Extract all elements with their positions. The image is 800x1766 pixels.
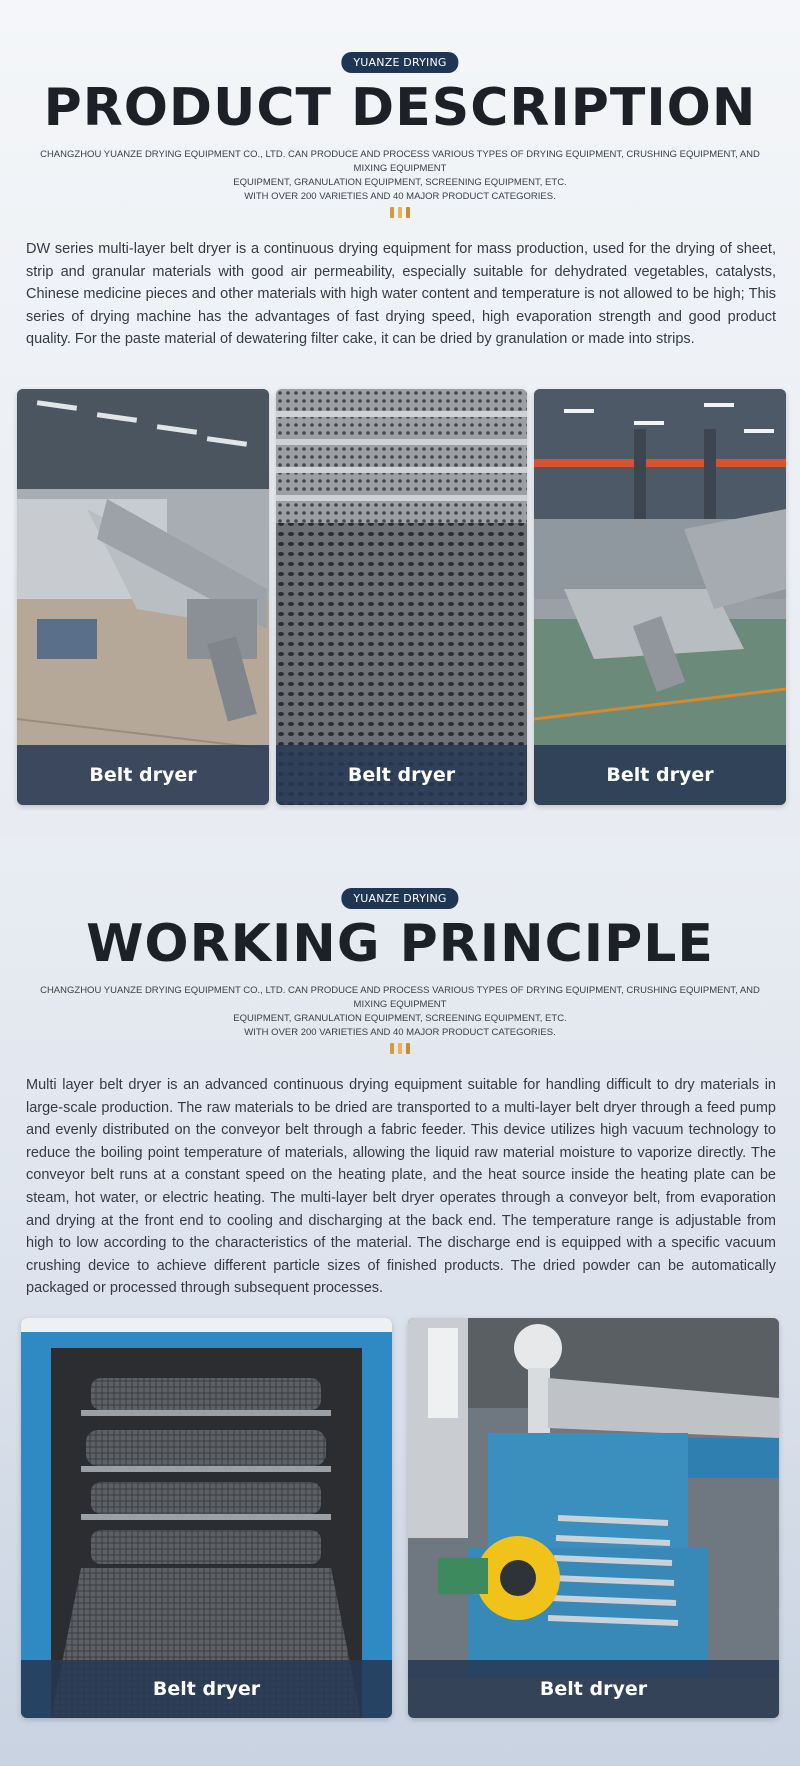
brand-badge: YUANZE DRYING	[341, 888, 458, 909]
brand-badge: YUANZE DRYING	[341, 52, 458, 73]
subline-line: CHANGZHOU YUANZE DRYING EQUIPMENT CO., LTD. CAN PRODUCE AND PROCESS VARIOUS TYPES OF DRYING EQUIPMENT, CRUSHING EQUIPMENT, AND MIXING EQUIPMENT	[40, 149, 760, 174]
principle-paragraph: Multi layer belt dryer is an advanced continuous drying equipment suitable for handling difficult to dry materials in large-scale production. The raw materials to be dried are transported to a multi-layer belt dryer through a feed pump and evenly distributed on the conveyor belt through a fabric feeder. This device utilizes high vacuum technology to reduce the boiling point temperature of materials, allowing the liquid raw material moisture to vaporize directly. The conveyor belt runs at a constant speed on the heating plate, and the heat source inside the heating plate can be steam, hot water, or electric heating. The multi-layer belt dryer operates through a conveyor belt, from evaporation and drying at the front end to cooling and discharging at the back end. The temperature range is adjustable from high to low according to the characteristics of the material. The discharge end is equipped with a specific vacuum crushing device to achieve different particle sizes of finished products. The dried powder can be automatically packaged or processed through subsequent processes.	[26, 1077, 776, 1297]
card-caption: Belt dryer	[534, 745, 786, 805]
product-image-card	[534, 389, 786, 805]
blue-dryer-machine-image	[408, 1318, 779, 1718]
subline-line: WITH OVER 200 VARIETIES AND 40 MAJOR PRODUCT CATEGORIES.	[244, 191, 556, 202]
company-subline	[40, 984, 760, 1040]
subline-line: EQUIPMENT, GRANULATION EQUIPMENT, SCREENING EQUIPMENT, ETC.	[233, 1013, 567, 1024]
company-subline	[40, 148, 760, 204]
description-paragraph: DW series multi-layer belt dryer is a continuous drying equipment for mass production, used for the drying of sheet, strip and granular materials with good air permeability, especially suitable for dehydrated vegetables, catalysts, Chinese medicine pieces and other materials with high water content and temperature is not allowed to be high; This series of drying machine has the advantages of fast drying speed, high evaporation strength and good product quality. For the paste material of dewatering filter cake, it can be dried by granulation or made into strips.	[26, 241, 776, 348]
section-title: PRODUCT DESCRIPTION	[43, 78, 757, 138]
decorative-bars-icon	[390, 1043, 410, 1054]
decorative-bars-icon	[390, 207, 410, 218]
product-image-card	[408, 1318, 779, 1718]
product-image-card	[17, 389, 269, 805]
card-caption: Belt dryer	[276, 745, 527, 805]
working-principle-section	[0, 836, 800, 1766]
card-caption: Belt dryer	[21, 1660, 392, 1718]
belt-dryer-workshop-image	[534, 389, 786, 805]
product-description-section	[0, 0, 800, 836]
card-caption: Belt dryer	[17, 745, 269, 805]
subline-line: CHANGZHOU YUANZE DRYING EQUIPMENT CO., LTD. CAN PRODUCE AND PROCESS VARIOUS TYPES OF DRYING EQUIPMENT, CRUSHING EQUIPMENT, AND MIXING EQUIPMENT	[40, 985, 760, 1010]
perforated-belt-image	[276, 389, 527, 805]
subline-line: WITH OVER 200 VARIETIES AND 40 MAJOR PRODUCT CATEGORIES.	[244, 1027, 556, 1038]
product-image-card	[21, 1318, 392, 1718]
subline-line: EQUIPMENT, GRANULATION EQUIPMENT, SCREENING EQUIPMENT, ETC.	[233, 177, 567, 188]
belt-dryer-factory-image	[17, 389, 269, 805]
card-caption: Belt dryer	[408, 1660, 779, 1718]
multi-layer-belt-image	[21, 1318, 392, 1718]
product-image-card	[276, 389, 527, 805]
section-title: WORKING PRINCIPLE	[86, 914, 714, 974]
